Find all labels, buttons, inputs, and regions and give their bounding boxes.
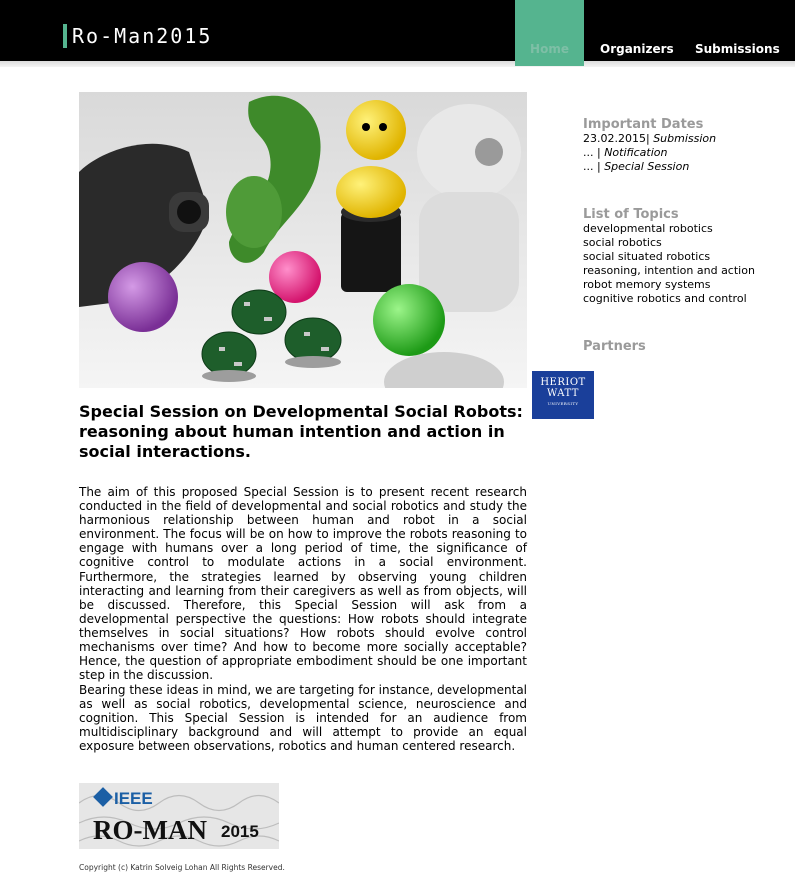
- date-label: Notification: [604, 146, 668, 159]
- important-dates-list: [583, 132, 716, 174]
- topic-item: cognitive robotics and control: [583, 292, 747, 305]
- site-logo[interactable]: Ro-Man2015: [72, 24, 213, 48]
- partners-heading: Partners: [583, 339, 646, 354]
- date-value: ... |: [583, 146, 601, 159]
- nav-submissions[interactable]: Submissions: [695, 42, 780, 56]
- topic-item: reasoning, intention and action: [583, 264, 755, 277]
- topics-list: [583, 222, 755, 306]
- topic-item: robot memory systems: [583, 278, 711, 291]
- partner-line1: HERIOT: [540, 377, 586, 388]
- hero-illustration: [79, 92, 527, 388]
- topic-item: social situated robotics: [583, 250, 711, 263]
- important-dates-heading: Important Dates: [583, 117, 704, 132]
- date-value: 23.02.2015|: [583, 132, 650, 145]
- nav-organizers[interactable]: Organizers: [600, 42, 674, 56]
- date-row: [583, 160, 716, 174]
- topic-item: developmental robotics: [583, 222, 713, 235]
- topics-heading: List of Topics: [583, 207, 679, 222]
- heriot-watt-logo[interactable]: [532, 371, 594, 419]
- copyright: Copyright (c) Katrin Solveig Lohan All Rights Reserved.: [79, 863, 285, 872]
- year-text: 2015: [221, 822, 259, 841]
- nav-home[interactable]: Home: [515, 0, 584, 66]
- partner-line2: WATT: [547, 388, 579, 399]
- topic-item: social robotics: [583, 236, 662, 249]
- roman2015-logo: [79, 783, 279, 849]
- top-bar-shadow: [0, 61, 795, 67]
- roman-text: RO-MAN: [93, 815, 207, 845]
- logo-accent-bar: [63, 24, 67, 48]
- audience-paragraph: Bearing these ideas in mind, we are targeting for instance, developmental as well as social robotics, developmental science, neuroscience and cognition. This Special Session is intended for an audience from multidisciplinary background and will attempt to provide an equal exposure between observations, robotics and human centered research.: [79, 683, 527, 754]
- date-label: Special Session: [604, 160, 690, 173]
- date-label: Submission: [653, 132, 717, 145]
- page-title: Special Session on Developmental Social Robots: reasoning about human intention and action in social interactions.: [79, 402, 523, 461]
- intro-paragraph: The aim of this proposed Special Session is to present recent research conducted in the field of developmental and social robotics and study the harmonious relationship between human and robot in a social environment. The focus will be on how to improve the robots reasoning to engage with humans over a long period of time, the significance of cognitive control to modulate actions in a social environment. Furthermore, the strategies learned by observing young children interacting and learning from their caregivers as well as from objects, will be discussed. Therefore, this Special Session will ask from a developmental perspective the questions: How robots should integrate themselves in social situations? How robots should evolve control mechanisms over time? And how to become more socially acceptable? Hence, the question of appropriate embodiment should be one important step in the discussion.: [79, 485, 527, 683]
- date-value: ... |: [583, 160, 601, 173]
- ieee-text: IEEE: [114, 789, 153, 808]
- hero-image-robots: [79, 92, 527, 388]
- partner-line3: UNIVERSITY: [547, 401, 579, 406]
- date-row: [583, 132, 716, 146]
- date-row: [583, 146, 716, 160]
